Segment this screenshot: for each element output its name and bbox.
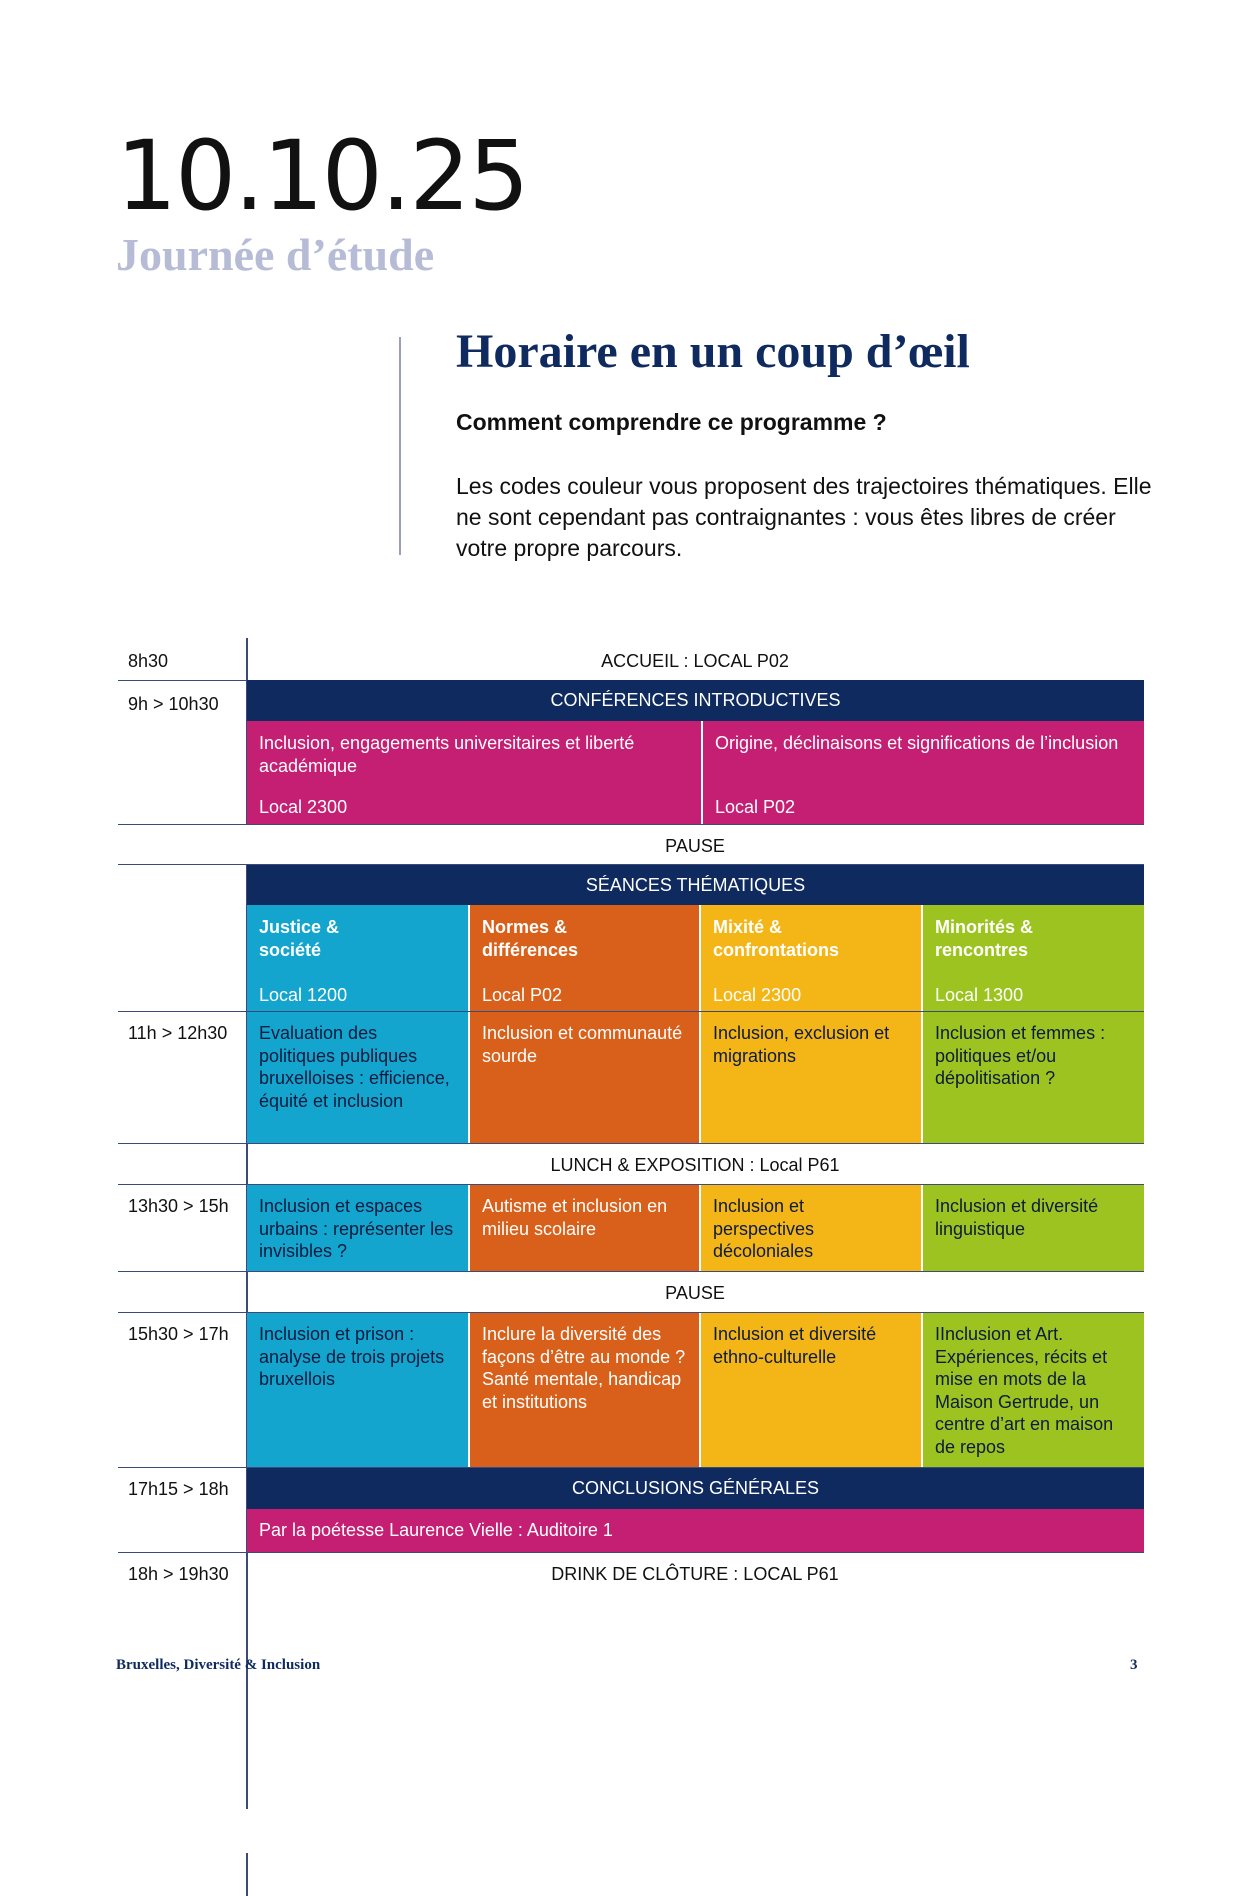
section-title: Horaire en un coup d’œil	[456, 325, 970, 378]
session-cell: Evaluation des politiques publiques bruxelloises : efficience, équité et inclusion	[247, 1012, 468, 1143]
intro-divider	[399, 337, 401, 555]
track-name: société	[259, 939, 322, 960]
accueil-label: ACCUEIL : LOCAL P02	[601, 651, 789, 671]
drink-label: DRINK DE CLÔTURE : LOCAL P61	[551, 1564, 839, 1584]
conference-right-local: Local P02	[715, 796, 796, 817]
track-minorites	[923, 905, 1144, 1012]
time-conferences: 9h > 10h30	[128, 694, 219, 714]
time-slot3: 15h30 > 17h	[128, 1324, 229, 1344]
pause-label: PAUSE	[665, 836, 725, 856]
session-cell: Inclusion et femmes : politiques et/ou dépolitisation ?	[923, 1012, 1144, 1143]
pause-label: PAUSE	[665, 1283, 725, 1303]
conclusions-band: CONCLUSIONS GÉNÉRALES	[247, 1468, 1144, 1509]
track-name: différences	[482, 939, 579, 960]
session-cell: Inclusion et perspectives décoloniales	[701, 1185, 921, 1271]
lunch-label: LUNCH & EXPOSITION : Local P61	[550, 1155, 840, 1175]
track-name: Mixité &	[713, 917, 783, 937]
session-cell: Autisme et inclusion en milieu scolaire	[470, 1185, 699, 1271]
track-local: Local 1300	[935, 984, 1024, 1005]
time-slot2: 13h30 > 15h	[128, 1196, 229, 1216]
row-divider	[118, 1143, 1144, 1144]
intro-question: Comment comprendre ce programme ?	[456, 409, 887, 435]
session-cell: IInclusion et Art. Expériences, récits et mise en mots de la Maison Gertrude, un centre d’art en maison de repos	[923, 1313, 1144, 1467]
event-subtitle: Journée d’étude	[116, 229, 435, 280]
intro-text: Les codes couleur vous proposent des trajectoires thématiques. Elle ne sont cependant pas contraignantes : vous êtes libres de créer votre propre parcours.	[456, 473, 1152, 561]
row-divider	[118, 1271, 1144, 1272]
session-cell: Inclusion et communauté sourde	[470, 1012, 699, 1143]
track-normes	[470, 905, 699, 1012]
footer-title: Bruxelles, Diversité & Inclusion	[116, 1657, 321, 1673]
session-cell: Inclusion et diversité ethno-culturelle	[701, 1313, 921, 1467]
event-date: 10.10.25	[116, 120, 528, 232]
conference-left	[247, 721, 701, 824]
track-justice	[247, 905, 468, 1012]
time-column-line	[246, 1853, 248, 1896]
session-cell: Inclusion et prison : analyse de trois projets bruxellois	[247, 1313, 468, 1467]
session-cell: Inclusion et diversité linguistique	[923, 1185, 1144, 1271]
track-local: Local P02	[482, 984, 563, 1005]
time-slot1: 11h > 12h30	[128, 1023, 228, 1043]
session-cell: Inclusion et espaces urbains : représenter les invisibles ?	[247, 1185, 468, 1271]
track-name: Minorités &	[935, 917, 1034, 937]
conference-right	[703, 721, 1144, 824]
conferences-band: CONFÉRENCES INTRODUCTIVES	[247, 680, 1144, 721]
time-conclusions: 17h15 > 18h	[128, 1479, 229, 1499]
conference-left-local: Local 2300	[259, 796, 348, 817]
track-name: Normes &	[482, 917, 568, 937]
track-local: Local 2300	[713, 984, 802, 1005]
track-local: Local 1200	[259, 984, 348, 1005]
track-mixite	[701, 905, 921, 1012]
time-drink: 18h > 19h30	[128, 1564, 229, 1584]
time-accueil: 8h30	[128, 651, 169, 671]
session-cell: Inclusion, exclusion et migrations	[701, 1012, 921, 1143]
conclusions-detail: Par la poétesse Laurence Vielle : Auditoire 1	[247, 1509, 1144, 1552]
track-name: confrontations	[713, 939, 839, 960]
row-divider	[118, 824, 1144, 825]
page-number: 3	[1130, 1657, 1138, 1673]
seances-band: SÉANCES THÉMATIQUES	[247, 865, 1144, 905]
conference-left-title: Inclusion, engagements universitaires et liberté académique	[259, 733, 635, 776]
conference-right-title: Origine, déclinaisons et significations de l’inclusion	[715, 733, 1119, 753]
track-name: Justice &	[259, 917, 340, 937]
row-divider	[118, 1552, 1144, 1553]
track-name: rencontres	[935, 939, 1029, 960]
session-cell: Inclure la diversité des façons d’être au monde ? Santé mentale, handicap et institutions	[470, 1313, 699, 1467]
